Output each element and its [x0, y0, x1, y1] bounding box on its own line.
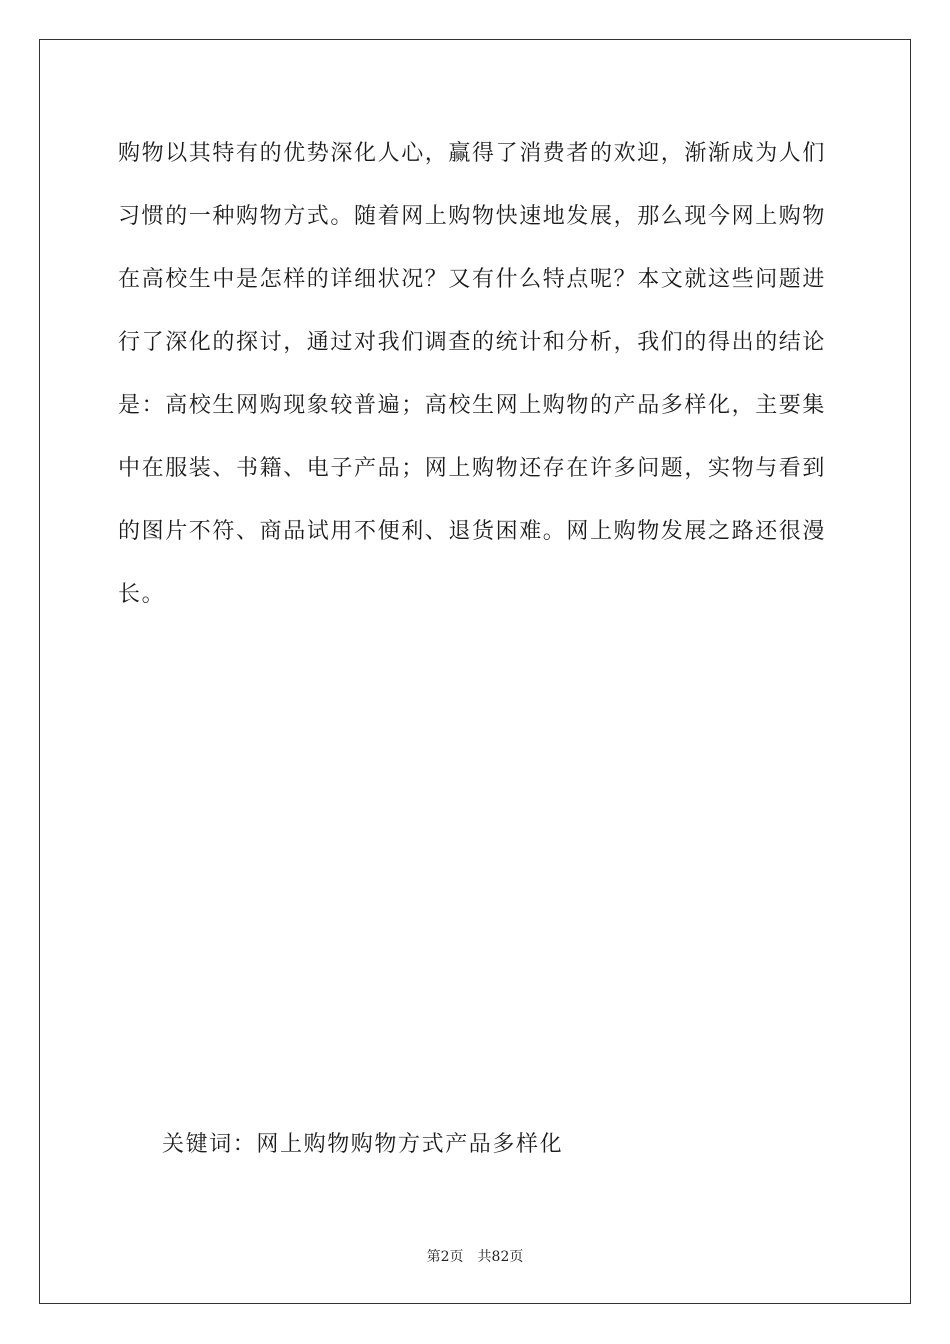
- body-line: 的图片不符、商品试用不便利、退货困难。网上购物发展之路还很漫: [118, 519, 827, 544]
- body-line: 长。: [118, 582, 166, 607]
- body-line: 行了深化的探讨，通过对我们调查的统计和分析，我们的得出的结论: [118, 330, 827, 355]
- abstract-body: [118, 122, 838, 626]
- body-line: 在高校生中是怎样的详细状况？又有什么特点呢？本文就这些问题进: [118, 267, 827, 292]
- body-line: 中在服装、书籍、电子产品；网上购物还存在许多问题，实物与看到: [118, 456, 827, 481]
- body-line: 习惯的一种购物方式。随着网上购物快速地发展，那么现今网上购物: [118, 204, 827, 229]
- body-line: 购物以其特有的优势深化人心，赢得了消费者的欢迎，渐渐成为人们: [118, 141, 827, 166]
- keywords-line: 关键词：网上购物购物方式产品多样化: [162, 1132, 564, 1157]
- page-number: 第2页: [426, 1249, 464, 1265]
- page-total: 共82页: [477, 1249, 524, 1265]
- body-line: 是：高校生网购现象较普遍；高校生网上购物的产品多样化，主要集: [118, 393, 827, 418]
- page-footer: [0, 1247, 950, 1267]
